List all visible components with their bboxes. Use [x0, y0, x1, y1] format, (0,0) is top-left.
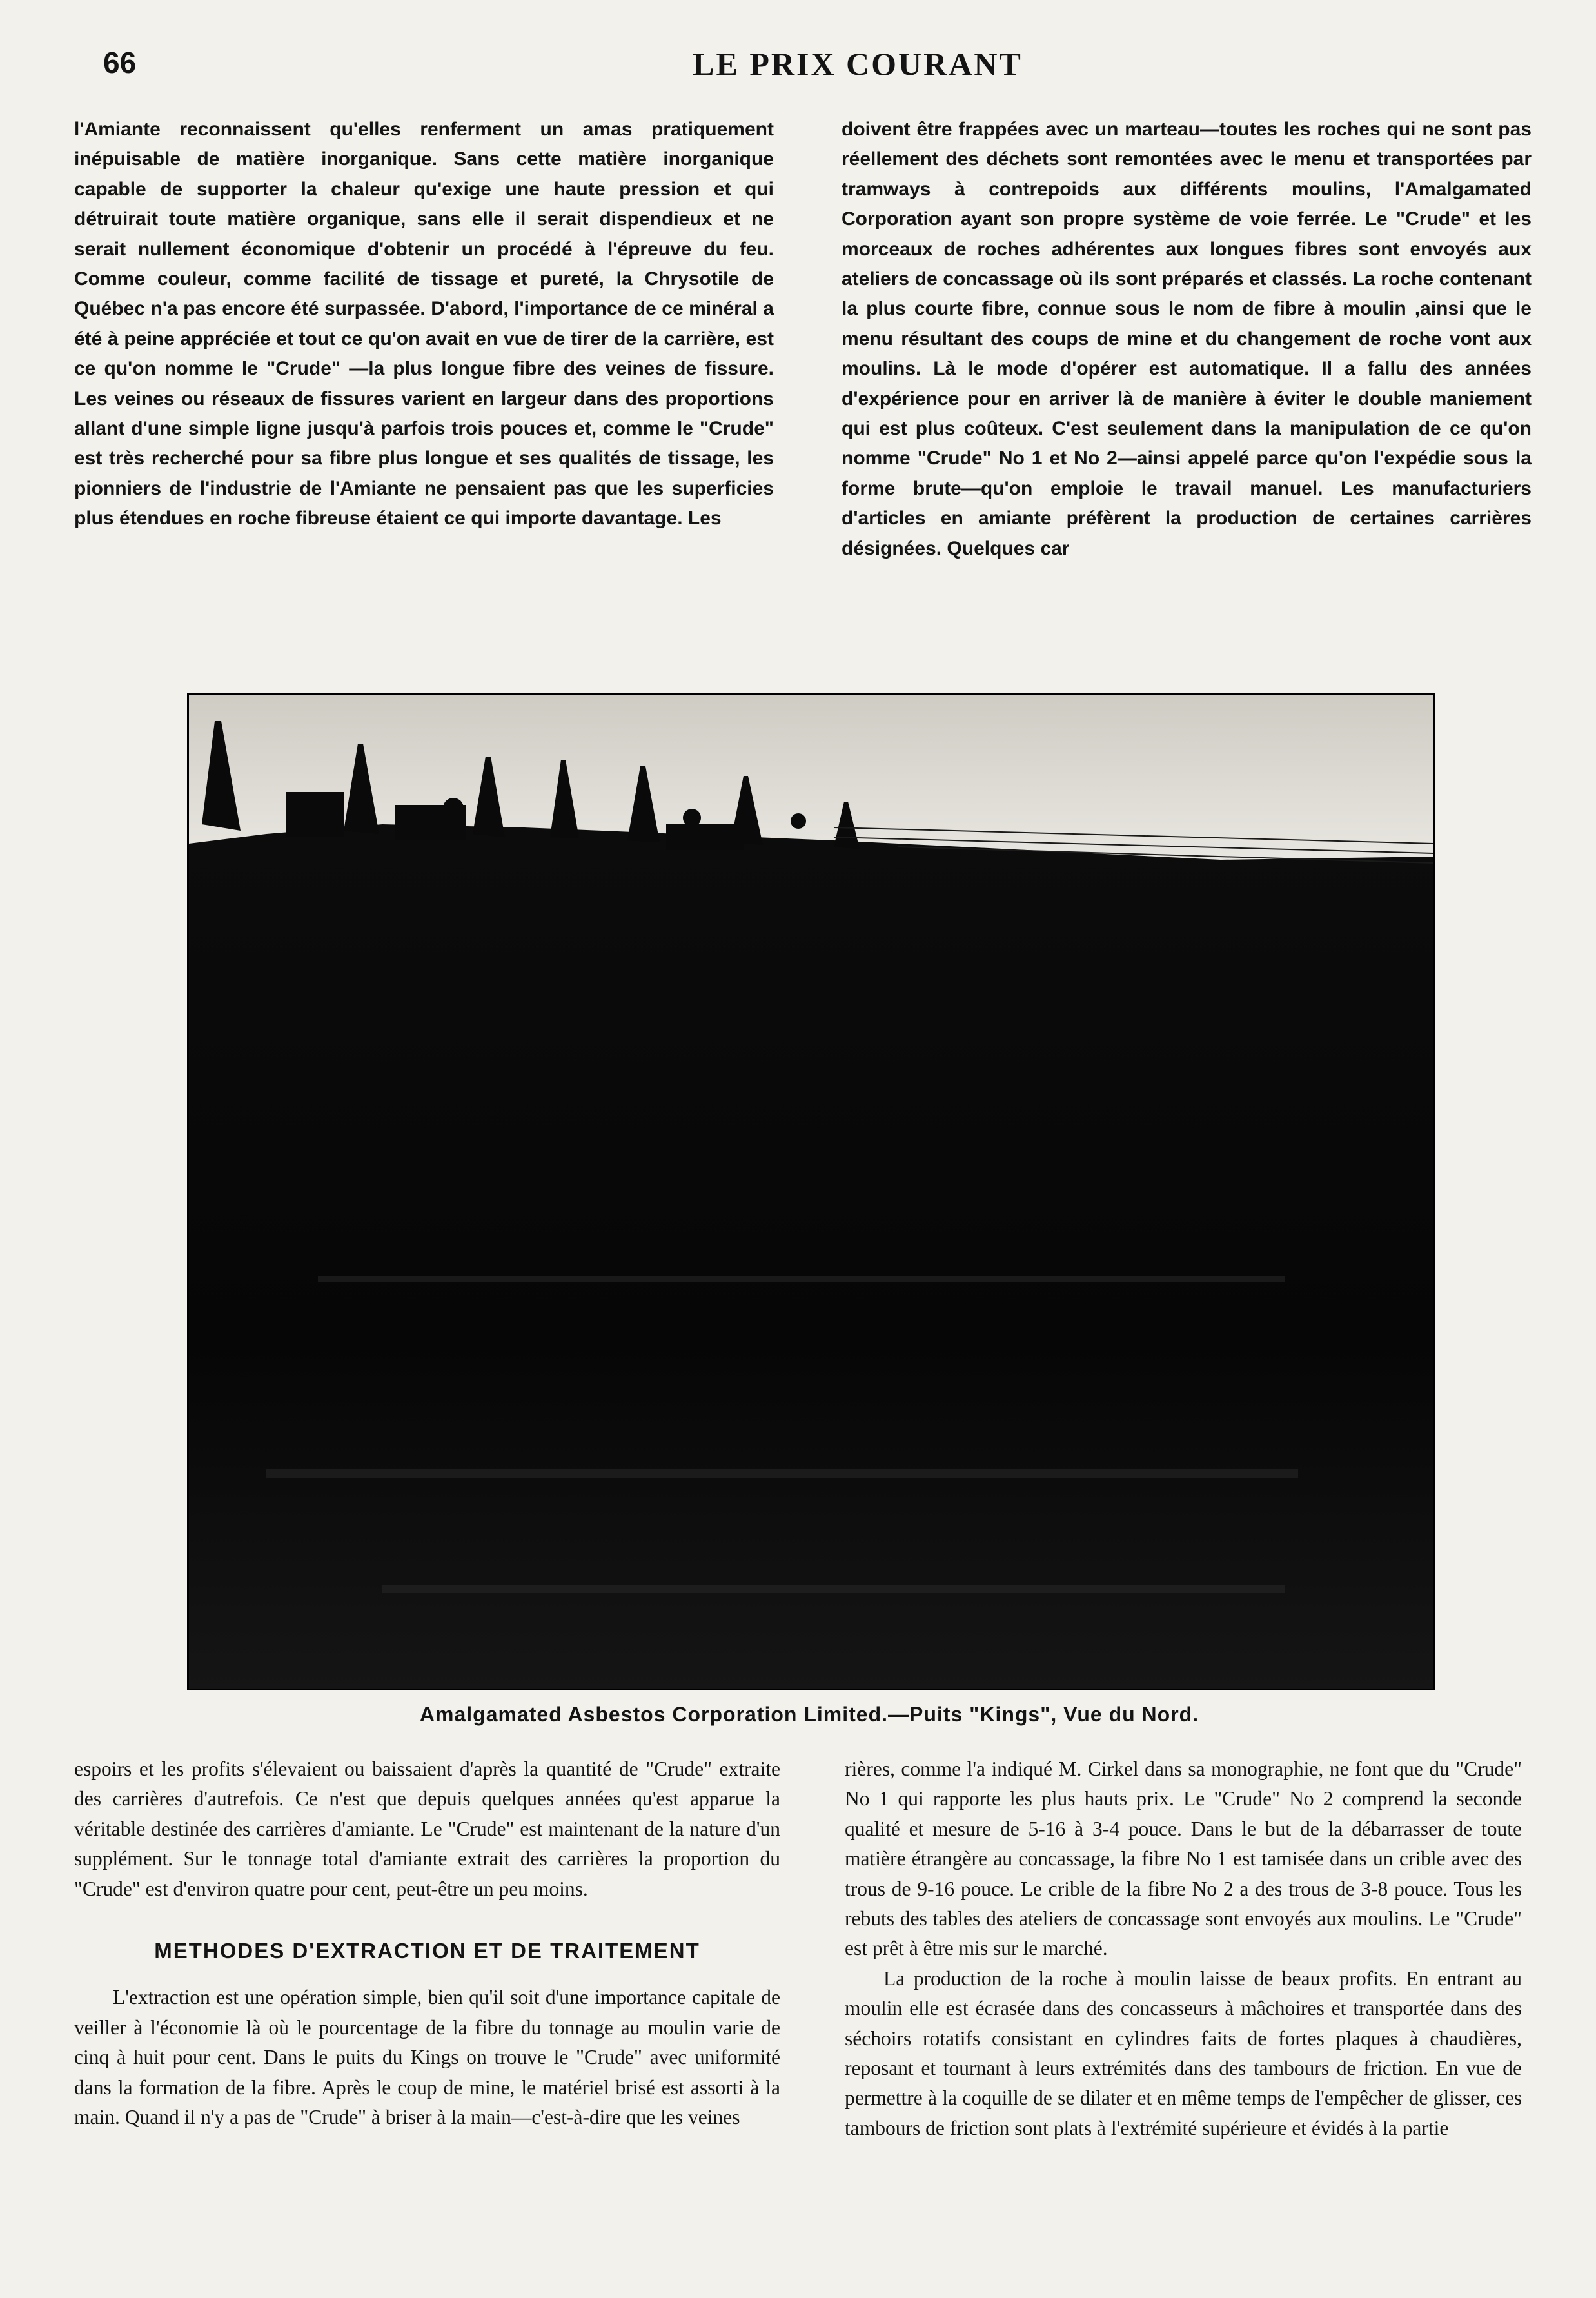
paragraph: rières, comme l'a indiqué M. Cirkel dans sa monographie, ne font que du "Crude" No 1 qui rapporte les plus hauts prix. Le "Crude" No 2 comprend la seconde qualité et mesure de 5-16 à 3-4 pouce. Dans le but de la débarrasser de toute matière étrangère au concassage, la fibre No 1 est tamisée dans un crible avec des trous de 9-16 pouce. Le crible de la fibre No 2 a des trous de 3-8 pouce. Tous les rebuts des tables des ateliers de concassage sont envoyés aux moulins. Le "Crude" est prêt à être mis sur le marché. [845, 1758, 1522, 1960]
column-bottom-left [74, 1754, 780, 2296]
column-top-right [842, 115, 1532, 631]
paragraph: doivent être frappées avec un marteau—toutes les roches qui ne sont pas réellement des déchets sont remontées avec le menu et transportées par tramways à contrepoids aux différents moulins, l'Amalgamated Corporation ayant son propre système de voie ferrée. Le "Crude" et les morceaux de roches adhérentes aux longues fibres sont envoyés aux ateliers de concassage où ils sont préparés et classés. La roche contenant la plus courte fibre, connue sous le nom de fibre à moulin ,ainsi que le menu résultant des coups de mine et du changement de roche vont aux moulins. Là le mode d'opérer est automatique. Il a fallu des années d'expérience pour en arriver là de manière à éviter le double maniement qui est plus coûteux. C'est seulement dans la manipulation de ce qu'on nomme "Crude" No 1 et No 2—ainsi appelé parce qu'on l'expédie sous la forme brute—qu'on emploie le travail manuel. Les manufacturiers d'articles en amiante préfèrent la production de certaines carrières désignées. Quelques car [842, 119, 1532, 559]
photo-scene [189, 695, 1433, 1689]
page-header [103, 45, 1580, 90]
running-title: LE PRIX COURANT [693, 46, 1023, 82]
column-top-left [74, 115, 774, 631]
section-heading: METHODES D'EXTRACTION ET DE TRAITEMENT [154, 1939, 700, 1963]
paragraph: La production de la roche à moulin laisse de beaux profits. En entrant au moulin elle est écrasée dans des concasseurs à mâchoires et transportée dans des séchoirs rotatifs consistant en cylindres faits de fortes plaques à chaudières, reposant et tournant à leurs extrémités dans des tambours de friction. En vue de permettre à la coquille de se dilater et en même temps de l'empêcher de glisser, ces tambours de friction sont plats à l'extrémité supérieure et évidés à la partie [845, 1966, 1522, 2139]
pit [189, 824, 1433, 1689]
paragraph: l'Amiante reconnaissent qu'elles renferment un amas pratiquement inépuisable de matière inorganique. Sans cette matière inorganique capable de supporter la chaleur qu'exige une haute pression et qui détruirait toute matière organique, sans elle il serait dispendieux et ne serait nullement économique d'obtenir un procédé à l'épreuve du feu. Comme couleur, comme facilité de tissage et pureté, la Chrysotile de Québec n'a pas encore été surpassée. D'abord, l'importance de ce minéral a été à peine appréciée et tout ce qu'on avait en vue de tirer de la carrière, est ce qu'on nomme le "Crude" —la plus longue fibre des veines de fissure. Les veines ou réseaux de fissures varient en largeur dans des proportions allant d'une simple ligne jusqu'à parfois trois pouces et, comme le "Crude" est très recherché pour sa fibre plus longue et ses qualités de tissage, les pionniers de l'industrie de l'Amiante ne pensaient pas que les superficies plus étendues en roche fibreuse étaient ce qui importe davantage. Les [74, 119, 774, 530]
paragraph: espoirs et les profits s'élevaient ou baissaient d'après la quantité de "Crude" extraite des carrières d'autrefois. Ce n'est que depuis quelques années qu'est apparue la véritable destinée des carrières d'amiante. Le "Crude" est maintenant de la nature d'un supplément. Sur le tonnage total d'amiante extrait des carrières la proportion du "Crude" est d'environ quatre pour cent, peut-être un peu moins. [74, 1758, 780, 1900]
page-number: 66 [103, 46, 137, 79]
column-bottom-right [845, 1754, 1522, 2296]
paragraph: L'extraction est une opération simple, bien qu'il soit d'une importance capitale de veiller à l'économie là où le pourcentage de la fibre du tonnage au moulin varie de cinq à huit pour cent. Dans le puits du Kings on trouve le "Crude" avec uniformité dans la formation de la fibre. Après le coup de mine, le matériel brisé est assorti à la main. Quand il n'y a pas de "Crude" à briser à la main—c'est-à-dire que les veines [74, 1986, 780, 2129]
photo-caption: Amalgamated Asbestos Corporation Limited.—Puits "Kings", Vue du Nord. [419, 1703, 1199, 1726]
quarry-photograph [187, 693, 1435, 1690]
